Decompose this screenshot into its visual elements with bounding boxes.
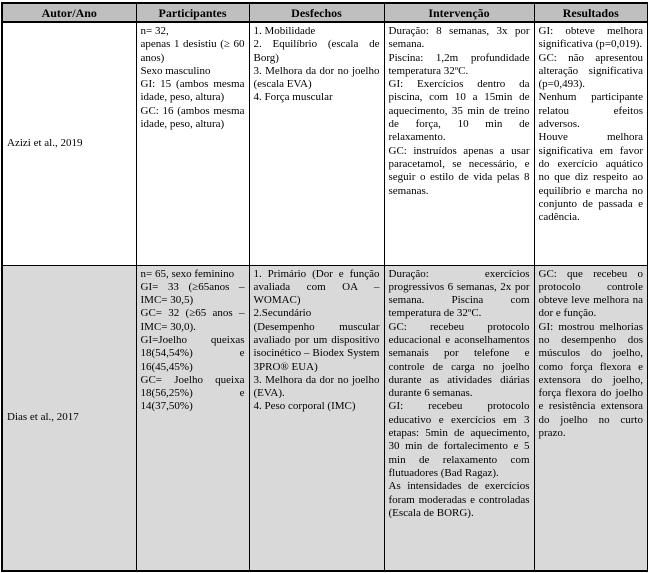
column-header-participantes: Participantes <box>136 3 249 22</box>
cell-paragraph: 2.Secundário <box>253 307 312 320</box>
author-cell <box>2 265 136 571</box>
participants-cell <box>136 22 249 265</box>
cell-paragraph: 4. Peso corporal (IMC) <box>253 400 356 413</box>
cell-paragraph: 1. Primário (Dor e função avaliada com OA – WOMAC) <box>253 267 380 307</box>
cell-paragraph: GI: 15 (ambos mesma idade, peso, altura) <box>140 78 245 104</box>
cell-paragraph: 3. Melhora da dor no joelho (EVA). <box>253 373 380 400</box>
author-name: Azizi et al., 2019 <box>7 137 83 150</box>
cell-paragraph: Nenhum participante relatou efeitos adversos. <box>538 91 643 131</box>
cell-paragraph: Duração: exercícios progressivos 6 semanas, 2x por semana. Piscina com temperatura de 32ºC. <box>388 267 530 320</box>
intervention-cell <box>384 22 534 265</box>
outcomes-cell <box>249 22 384 265</box>
row-dias-2017 <box>2 265 648 571</box>
cell-paragraph: 2. Equilíbrio (escala de Borg) <box>253 38 380 64</box>
author-name: Dias et al., 2017 <box>7 411 79 424</box>
cell-paragraph: GC: 16 (ambos mesma idade, peso, altura) <box>140 104 245 131</box>
cell-paragraph: Piscina: 1,2m profundidade temperatura 32ºC. <box>388 51 530 77</box>
cell-paragraph: GI: obteve melhora significativa (p=0,019). <box>538 25 643 51</box>
cell-paragraph: Sexo masculino <box>140 64 211 77</box>
intervention-cell <box>384 265 534 571</box>
cell-paragraph: Houve melhora significativa em favor do exercício aquático no que diz respeito ao equilíbrio e marcha no conjunto de passada e cadência. <box>538 131 643 224</box>
cell-paragraph: GI: mostrou melhorias no desempenho dos músculos do joelho, como força flexora e extensora do joelho, força flexora do joelho e resistência extensora do joelho no curto prazo. <box>538 320 643 440</box>
cell-paragraph: 3. Melhora da dor no joelho (escala EVA) <box>253 64 380 91</box>
cell-paragraph: n= 32, <box>140 25 169 37</box>
cell-paragraph: GI: recebeu protocolo educativo e exercícios em 3 etapas: 5min de aquecimento, 30 min de fortalecimento e 5 min de relaxamento com flutuadores (Bad Ragaz). <box>388 400 530 479</box>
column-header-desfechos: Desfechos <box>249 3 384 22</box>
cell-paragraph: apenas 1 desistiu (≥ 60 anos) <box>140 38 245 64</box>
cell-paragraph: GC: recebeu protocolo educacional e aconselhamentos semanais por telefone e controle de carga no joelho durante as atividades diárias durante 6 semanas. <box>388 320 530 400</box>
studies-table <box>1 2 648 572</box>
cell-paragraph: n= 65, sexo feminino <box>140 267 235 280</box>
cell-paragraph: GC: instruídos apenas a usar paracetamol, se necessário, e seguir o estilo de vida pelas 8 semanas. <box>388 144 530 197</box>
cell-paragraph: Duração: 8 semanas, 3x por semana. <box>388 25 530 51</box>
cell-paragraph: (Desempenho muscular avaliado por um dispositivo isocinético – Biodex System 3PRO® EUA) <box>253 320 380 373</box>
participants-cell <box>136 265 249 571</box>
column-header-intervencao: Intervenção <box>384 3 534 22</box>
cell-paragraph: As intensidades de exercícios foram moderadas e controladas (Escala de BORG). <box>388 480 530 519</box>
author-cell <box>2 22 136 265</box>
cell-paragraph: GC: não apresentou alteração significativa (p=0,493). <box>538 51 643 91</box>
cell-paragraph: GC: que recebeu o protocolo controle obteve leve melhora na dor e função. <box>538 267 643 320</box>
column-header-resultados: Resultados <box>534 3 648 22</box>
results-cell <box>534 22 648 265</box>
cell-paragraph: GI= 33 (≥65anos – IMC= 30,5) <box>140 280 245 307</box>
header-row <box>2 3 648 22</box>
cell-paragraph: GI: Exercícios dentro da piscina, com 10 a 15min de aquecimento, 35 min de treino de força, 10 min de relaxamento. <box>388 78 530 144</box>
cell-paragraph: 4. Força muscular <box>253 91 333 104</box>
results-cell <box>534 265 648 571</box>
column-header-autor-ano: Autor/Ano <box>2 3 136 22</box>
row-azizi-2019 <box>2 22 648 265</box>
outcomes-cell <box>249 265 384 571</box>
cell-paragraph: GC= 32 (≥65 anos – IMC= 30,0). <box>140 307 245 333</box>
cell-paragraph: GI=Joelho queixas 18(54,54%) e 16(45,45%) <box>140 333 245 373</box>
cell-paragraph: GC= Joelho queixa 18(56,25%) e 14(37,50%) <box>140 373 245 413</box>
cell-paragraph: 1. Mobilidade <box>253 25 316 37</box>
